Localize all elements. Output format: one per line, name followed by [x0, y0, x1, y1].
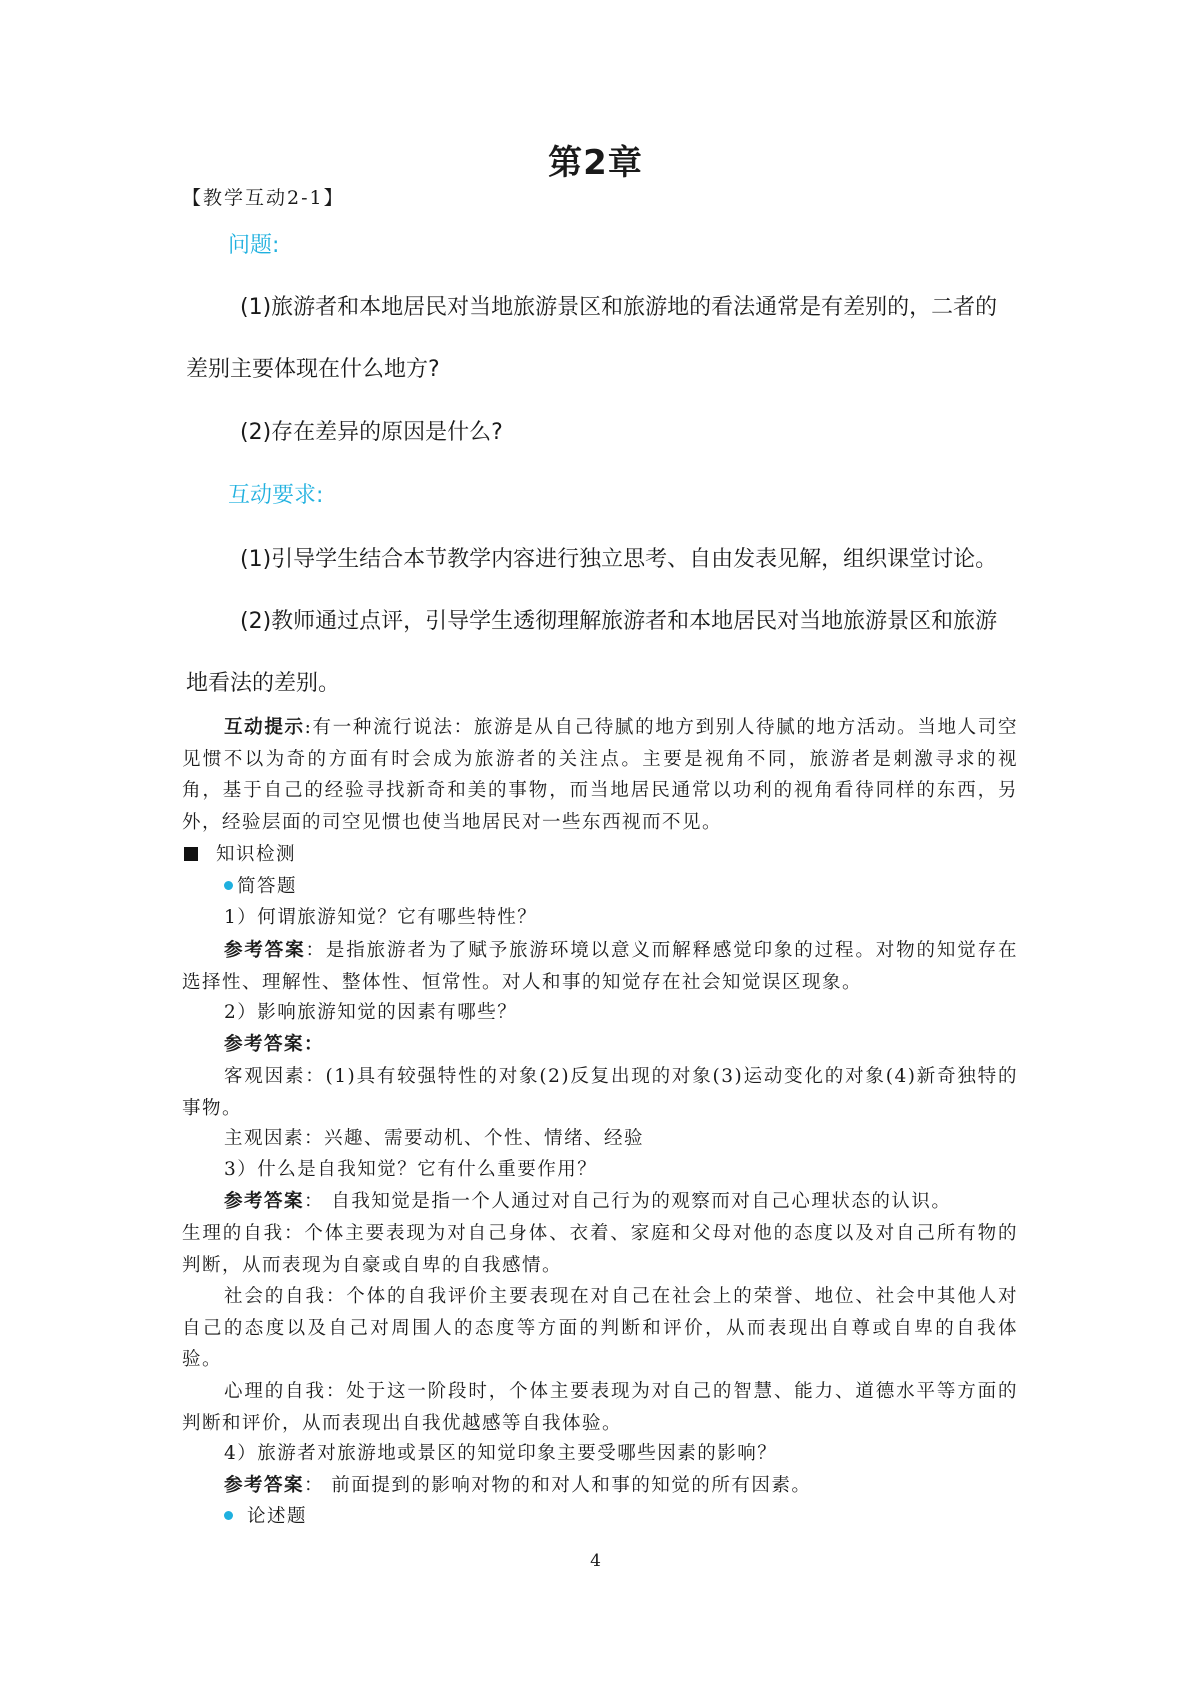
- question-3-3: 3）什么是自我知觉？它有什么重要作用？: [224, 1159, 598, 1180]
- subjective-factors: 主观因素：兴趣、需要动机、个性、情绪、经验: [224, 1128, 645, 1149]
- psychological-self: 心理的自我：处于这一阶段时，个体主要表现为对自己的智慧、能力、道德水平等方面的判断和评价，从而表现出自我优越感等自我体验。: [182, 1381, 1018, 1434]
- section-tag: 【教学互动2-1】: [182, 187, 345, 209]
- question-3-1: 1）何谓旅游知觉？它有哪些特性？: [224, 907, 538, 928]
- answer-3-3: 参考答案： 自我知觉是指一个人通过对自己行为的观察而对自己心理状态的认识。: [224, 1191, 952, 1212]
- question-heading: 问题:: [228, 233, 280, 258]
- bullet-dot-icon: [224, 1511, 233, 1520]
- bullet-dot-icon: [224, 881, 233, 890]
- question-3-2: 2）影响旅游知觉的因素有哪些？: [224, 1002, 518, 1023]
- objective-factors: 客观因素：(1)具有较强特性的对象(2)反复出现的对象(3)运动变化的对象(4)新奇独特的事物。: [182, 1066, 1018, 1119]
- physical-self: 生理的自我：个体主要表现为对自己身体、衣着、家庭和父母对他的态度以及对自己所有物的判断，从而表现为自豪或自卑的自我感情。: [182, 1223, 1018, 1276]
- knowledge-check-heading: 知识检测: [184, 840, 296, 866]
- essay-heading: 论述题: [224, 1502, 307, 1528]
- hint-text: :有一种流行说法：旅游是从自己待腻的地方到别人待腻的地方活动。当地人司空见惯不以为奇的方面有时会成为旅游者的关注点。主要是视角不同，旅游者是刺激寻求的视角，基于自己的经验寻找新奇和美的事物，而当地居民通常以功利的视角看待同样的东西，另外，经验层面的司空见惯也使当地居民对一些东西视而不见。: [182, 717, 1018, 833]
- chapter-title: 第2章: [548, 143, 643, 183]
- interaction-hint: [182, 712, 1018, 838]
- short-answer-heading: 简答题: [224, 872, 297, 898]
- square-bullet-icon: [184, 847, 198, 861]
- requirement-1: (1)引导学生结合本节教学内容进行独立思考、自由发表见解，组织课堂讨论。: [240, 547, 998, 572]
- requirement-heading: 互动要求:: [228, 483, 324, 508]
- question-1-line-1: (1)旅游者和本地居民对当地旅游景区和旅游地的看法通常是有差别的，二者的: [240, 295, 998, 320]
- answer-3-4: 参考答案： 前面提到的影响对物的和对人和事的知觉的所有因素。: [224, 1475, 812, 1496]
- answer-3-2-label: 参考答案：: [224, 1034, 325, 1055]
- requirement-2-line-2: 地看法的差别。: [186, 671, 341, 696]
- question-3-4: 4）旅游者对旅游地或景区的知觉印象主要受哪些因素的影响？: [224, 1443, 778, 1464]
- page-number: 4: [590, 1551, 601, 1571]
- question-1-line-2: 差别主要体现在什么地方?: [186, 357, 440, 382]
- answer-3-1: 参考答案：是指旅游者为了赋予旅游环境以意义而解释感觉印象的过程。对物的知觉存在选择性、理解性、整体性、恒常性。对人和事的知觉存在社会知觉误区现象。: [182, 940, 1018, 993]
- hint-label: 互动提示: [224, 717, 305, 738]
- social-self: 社会的自我：个体的自我评价主要表现在对自己在社会上的荣誉、地位、社会中其他人对自己的态度以及自己对周围人的态度等方面的判断和评价，从而表现出自尊或自卑的自我体验。: [182, 1286, 1018, 1370]
- requirement-2-line-1: (2)教师通过点评，引导学生透彻理解旅游者和本地居民对当地旅游景区和旅游: [240, 609, 998, 634]
- question-2: (2)存在差异的原因是什么?: [240, 420, 503, 445]
